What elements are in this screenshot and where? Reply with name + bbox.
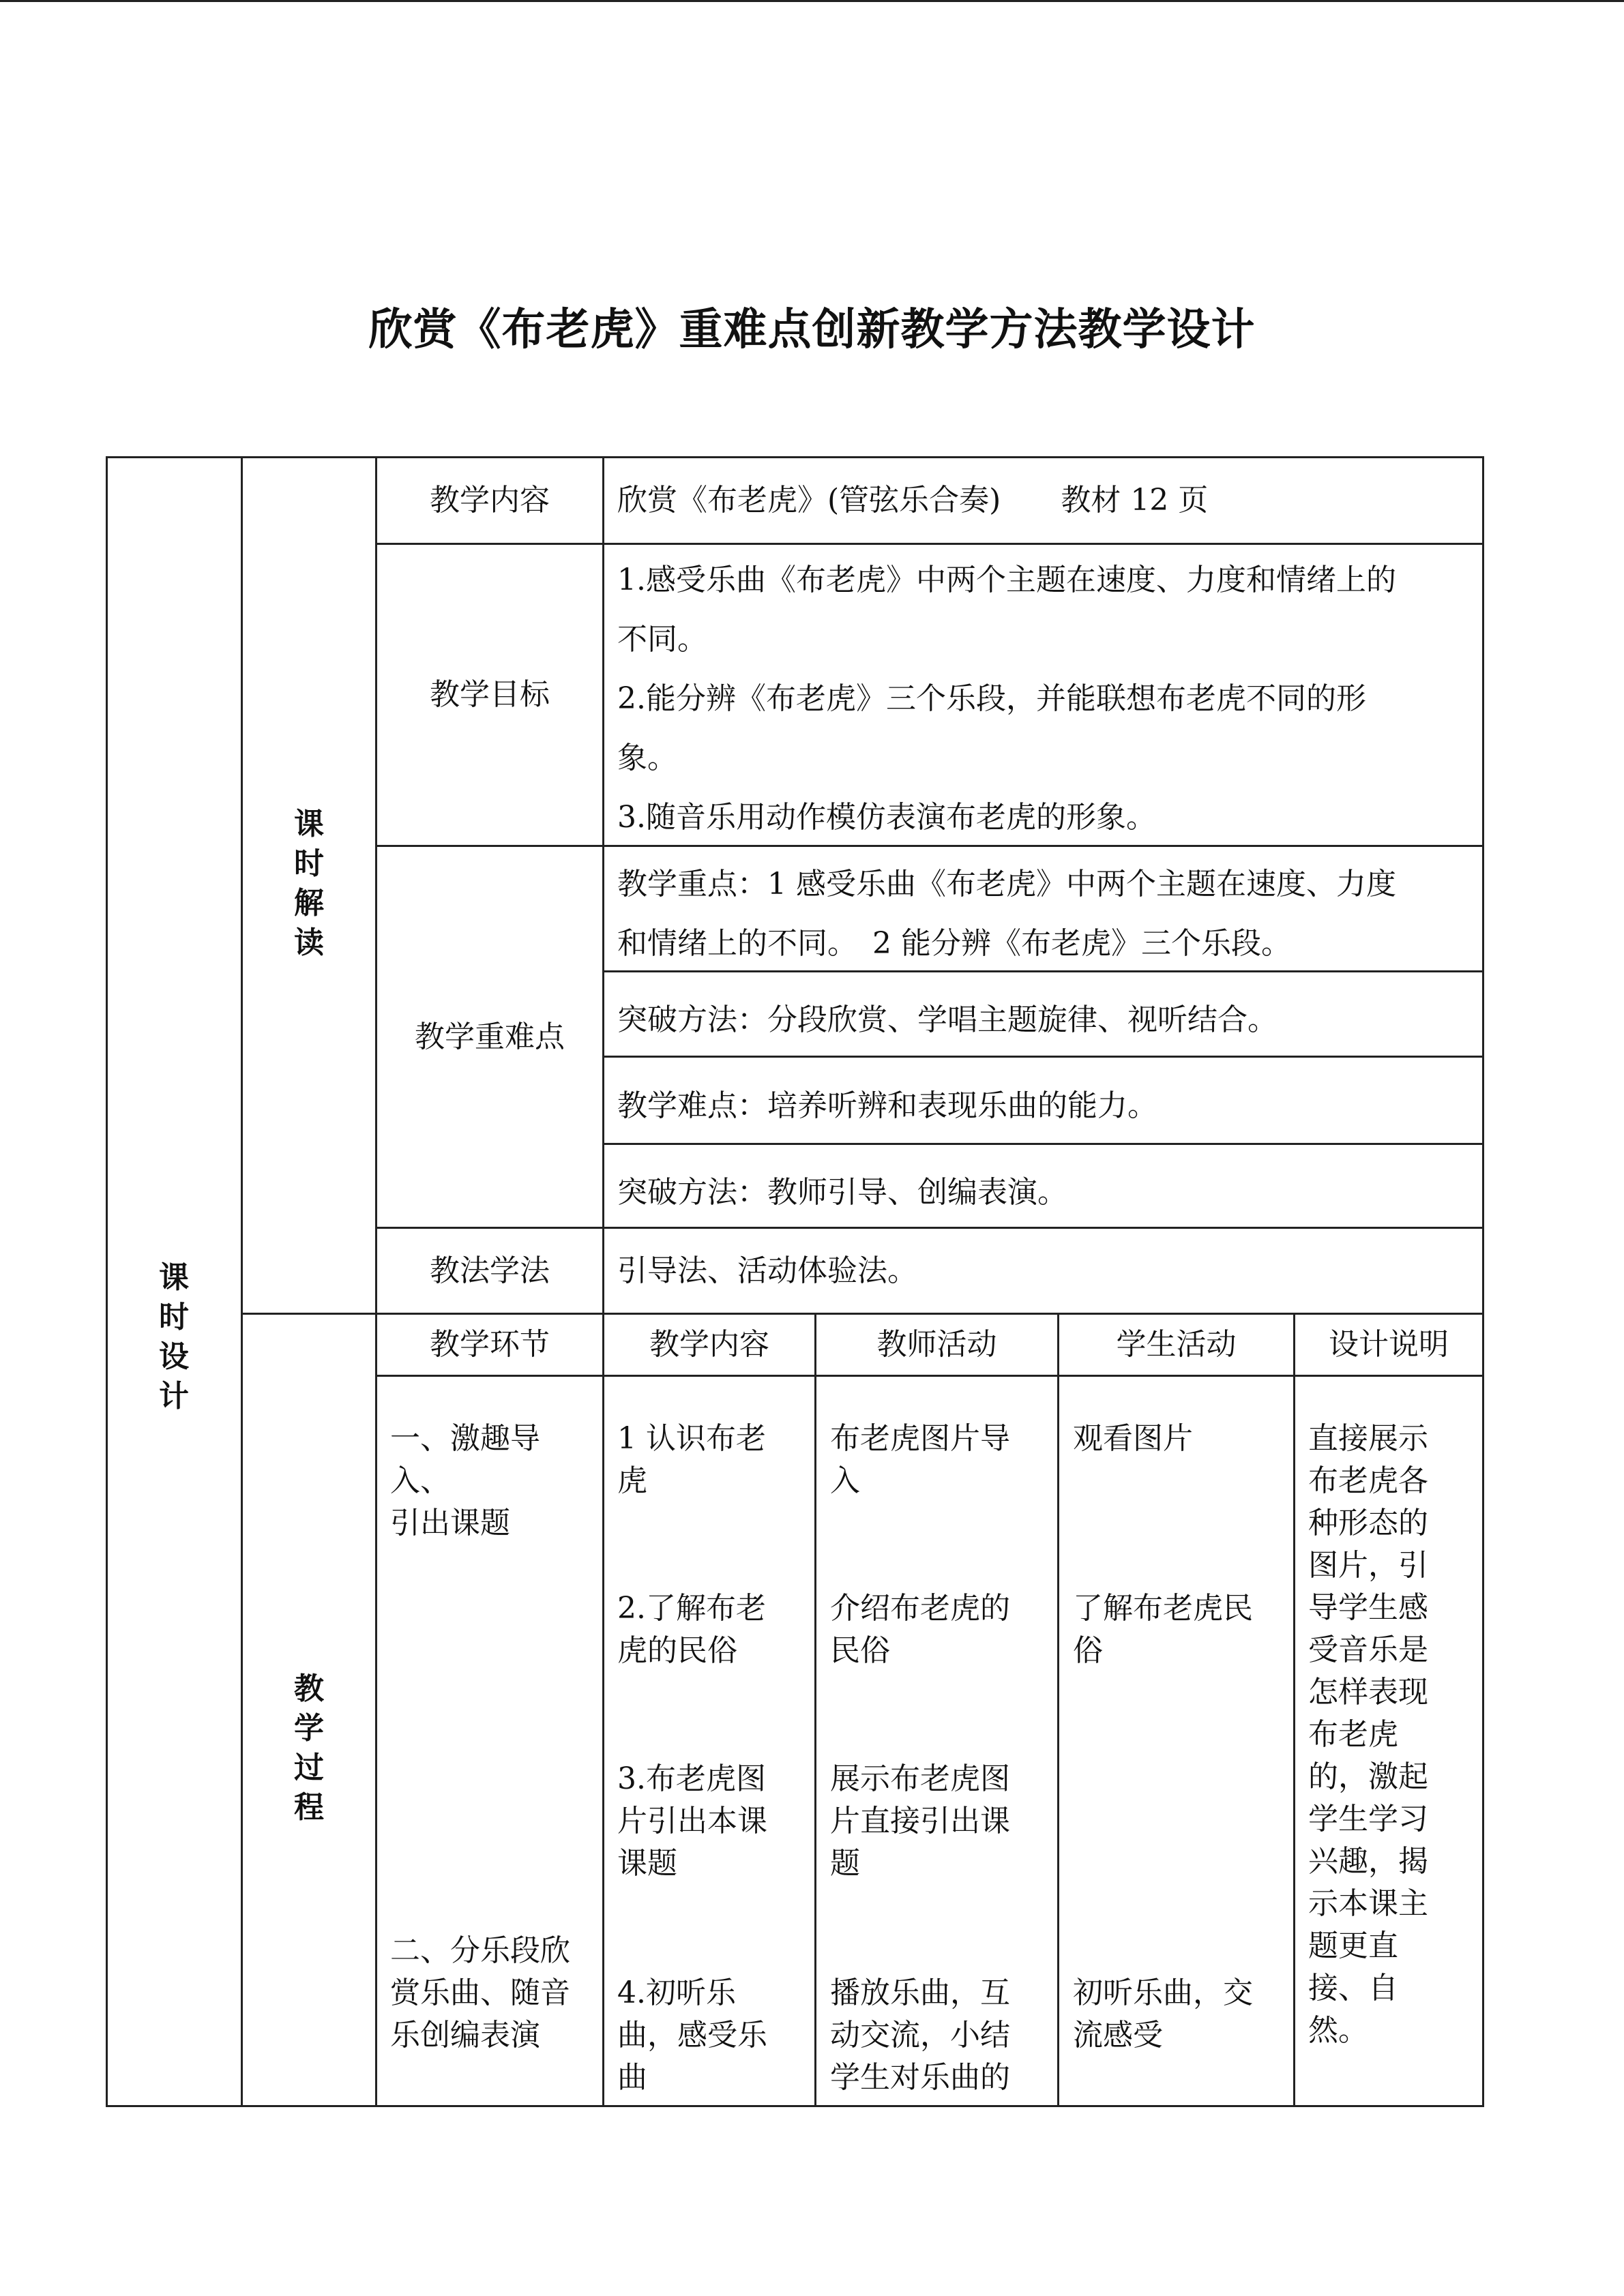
content-item: 虎	[617, 1463, 647, 1498]
section-2-label: 教 学 过 程	[294, 1671, 324, 1825]
content-item: 曲	[617, 2060, 647, 2095]
content-item: 1 认识布老	[617, 1421, 766, 1456]
design-note-line: 学生学习	[1308, 1802, 1428, 1836]
goal-line: 1.感受乐曲《布老虎》中两个主题在速度、力度和情绪上的	[617, 563, 1396, 597]
design-note-line: 布老虎	[1308, 1717, 1398, 1752]
student-item: 流感受	[1073, 2018, 1163, 2053]
content-label: 教学内容	[430, 483, 550, 518]
teacher-item: 播放乐曲，互	[830, 1976, 1010, 2010]
content-item: 片引出本课	[617, 1804, 767, 1838]
design-note-line: 接、自	[1308, 1971, 1398, 2006]
content-item: 曲，感受乐	[617, 2018, 767, 2053]
design-note-line: 兴趣，揭	[1308, 1844, 1428, 1879]
teacher-item: 动交流，小结	[830, 2018, 1010, 2053]
method-label: 教法学法	[430, 1253, 550, 1288]
teacher-item: 学生对乐曲的	[830, 2060, 1010, 2095]
design-note-line: 怎样表现	[1308, 1675, 1428, 1710]
design-note-line: 题更直	[1308, 1928, 1398, 1963]
stage-1-line: 引出课题	[390, 1506, 510, 1540]
stage-1-line: 一、激趣导	[390, 1421, 540, 1456]
main-label: 课 时 设 计	[159, 1260, 189, 1414]
teacher-item: 布老虎图片导	[830, 1421, 1010, 1456]
content-item: 课题	[617, 1846, 677, 1881]
design-note-line: 的，激起	[1308, 1759, 1428, 1794]
stage-2-line: 乐创编表演	[390, 2018, 540, 2053]
stage-2-line: 赏乐曲、随音	[390, 1976, 570, 2010]
stage-1-line: 入、	[390, 1463, 450, 1498]
goal-line: 不同。	[617, 622, 707, 657]
header-content: 教学内容	[649, 1327, 769, 1362]
design-note-line: 布老虎各	[1308, 1463, 1428, 1498]
goal-label: 教学目标	[430, 677, 550, 712]
teacher-item: 题	[830, 1846, 860, 1881]
student-item: 初听乐曲，交	[1073, 1976, 1253, 2010]
key-method: 突破方法：分段欣赏、学唱主题旋律、视听结合。	[617, 1002, 1278, 1037]
design-note-line: 直接展示	[1308, 1421, 1428, 1456]
teacher-item: 展示布老虎图	[830, 1761, 1010, 1796]
key-point-line: 和情绪上的不同。 2 能分辨《布老虎》三个乐段。	[617, 926, 1291, 961]
header-design: 设计说明	[1329, 1327, 1449, 1362]
student-item: 了解布老虎民	[1073, 1591, 1253, 1626]
design-note-line: 受音乐是	[1308, 1632, 1428, 1667]
goal-line: 象。	[617, 741, 677, 775]
content-item: 2.了解布老	[617, 1591, 766, 1626]
design-note-line: 示本课主	[1308, 1886, 1428, 1921]
goal-line: 3.随音乐用动作模仿表演布老虎的形象。	[617, 800, 1156, 835]
content-item: 虎的民俗	[617, 1633, 737, 1668]
header-student: 学生活动	[1116, 1327, 1237, 1362]
design-note-line: 然。	[1308, 2013, 1368, 2048]
teacher-item: 入	[830, 1463, 860, 1498]
key-label: 教学重难点	[415, 1019, 565, 1054]
header-teacher: 教师活动	[876, 1327, 997, 1362]
design-note-line: 导学生感	[1308, 1590, 1428, 1625]
teacher-item: 片直接引出课	[830, 1804, 1010, 1838]
student-item: 观看图片	[1073, 1421, 1193, 1456]
design-note-line: 图片，引	[1308, 1548, 1428, 1583]
method-value: 引导法、活动体验法。	[617, 1253, 917, 1288]
stage-2-line: 二、分乐段欣	[390, 1933, 570, 1968]
section-1-label: 课 时 解 读	[294, 807, 324, 960]
difficult-method: 突破方法：教师引导、创编表演。	[617, 1175, 1067, 1210]
teacher-item: 民俗	[830, 1633, 890, 1668]
content-item: 4.初听乐	[617, 1976, 736, 2010]
content-value: 欣赏《布老虎》(管弦乐合奏) 教材 12 页	[617, 483, 1209, 518]
page-top-border	[0, 0, 1624, 2]
goal-line: 2.能分辨《布老虎》三个乐段，并能联想布老虎不同的形	[617, 681, 1366, 716]
difficult-point: 教学难点：培养听辨和表现乐曲的能力。	[617, 1088, 1157, 1123]
design-note-line: 种形态的	[1308, 1506, 1428, 1540]
content-item: 3.布老虎图	[617, 1761, 766, 1796]
header-stage: 教学环节	[430, 1327, 550, 1362]
key-point-line: 教学重点：1 感受乐曲《布老虎》中两个主题在速度、力度	[617, 867, 1396, 901]
teacher-item: 介绍布老虎的	[830, 1591, 1010, 1626]
document-title: 欣赏《布老虎》重难点创新教学方法教学设计	[368, 305, 1256, 355]
student-item: 俗	[1073, 1633, 1103, 1668]
